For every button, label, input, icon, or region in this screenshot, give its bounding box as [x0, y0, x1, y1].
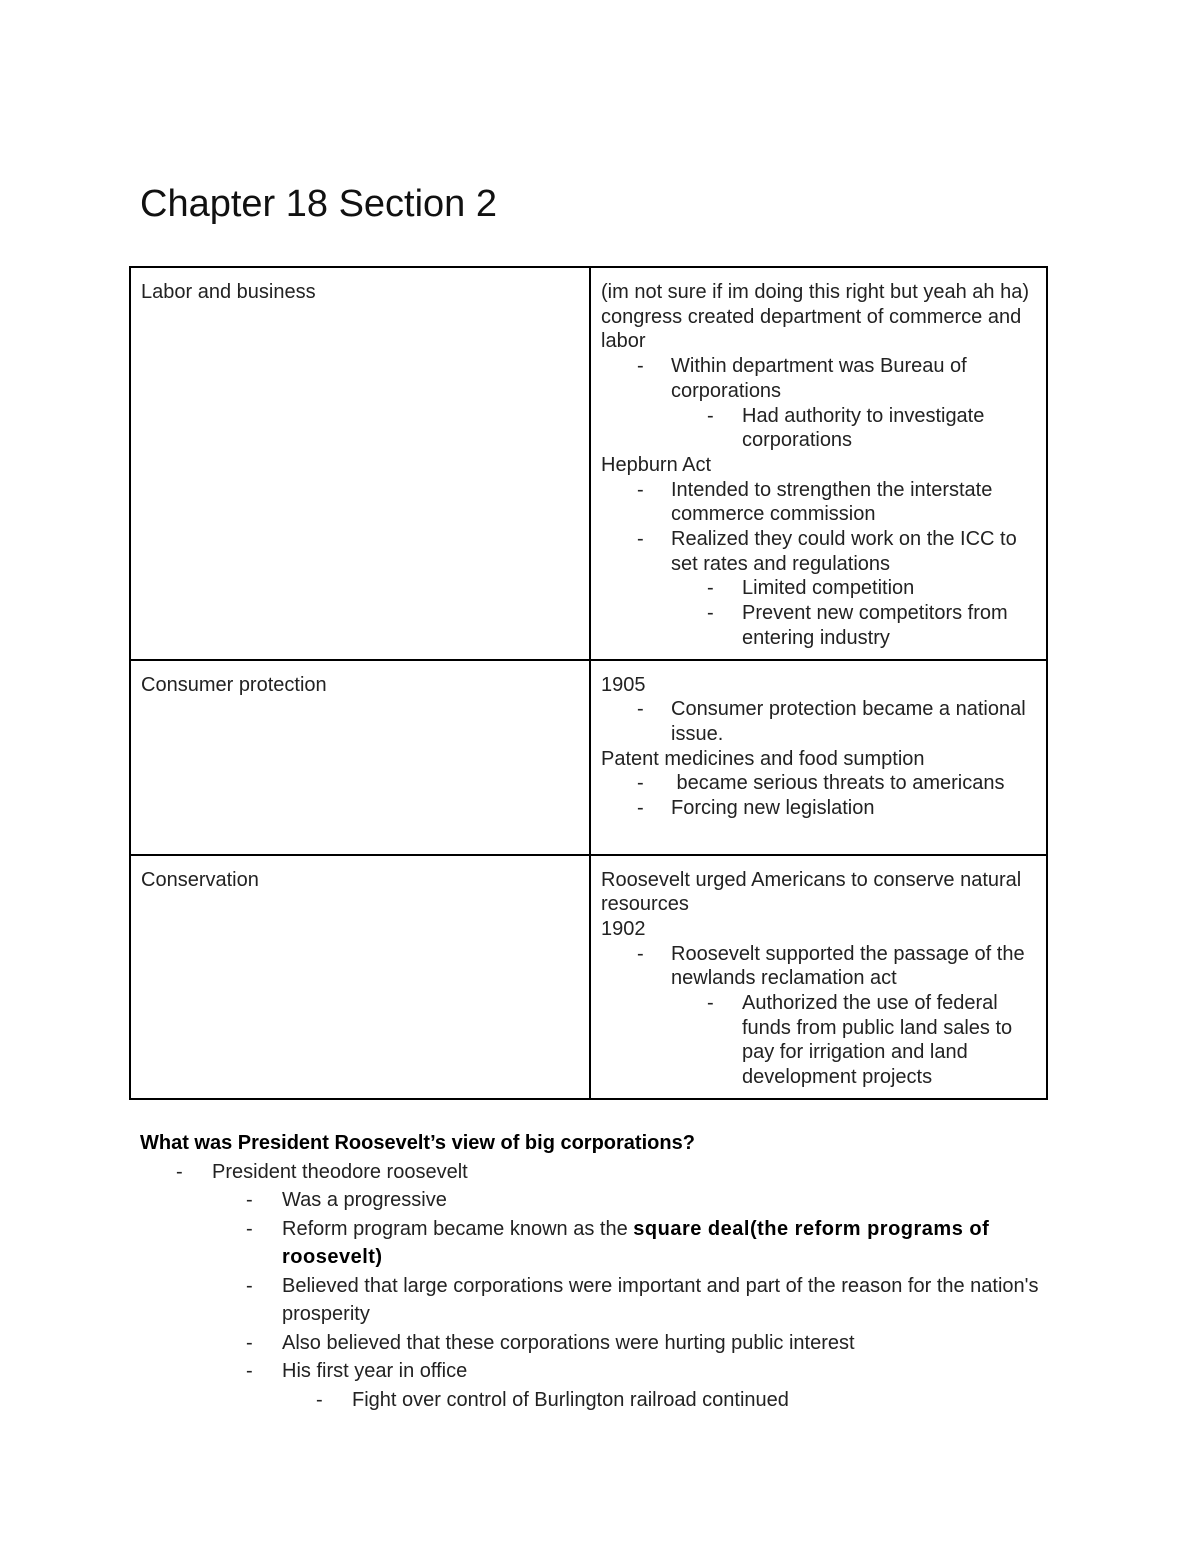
- bullet-text: Fight over control of Burlington railroad continued: [352, 1388, 789, 1411]
- row-notes-cell: [590, 660, 1047, 855]
- dash-bullet: -: [637, 528, 644, 551]
- note-line: Hepburn Act: [601, 453, 712, 476]
- dash-bullet: -: [637, 942, 644, 965]
- row-notes-cell: [590, 855, 1047, 1099]
- row-label: Consumer protection: [141, 673, 327, 696]
- note-text: Realized they could work on the ICC to set rates and regulations: [671, 528, 1017, 575]
- note-bullet: [601, 942, 1036, 991]
- dash-bullet: -: [637, 772, 644, 795]
- note-bullet: [601, 527, 1036, 576]
- question-section: [140, 1129, 1040, 1414]
- note-bullet: [601, 354, 1036, 403]
- note-text: Authorized the use of federal funds from public land sales to pay for irrigation and land development projects: [742, 992, 1013, 1089]
- dash-bullet: -: [707, 577, 714, 600]
- question-heading: What was President Roosevelt’s view of big corporations?: [140, 1132, 695, 1154]
- page-title: Chapter 18 Section 2: [140, 183, 498, 225]
- dash-bullet: -: [316, 1388, 323, 1411]
- note-text: Within department was Bureau of corporations: [671, 355, 967, 402]
- square-deal-term: square deal(the reform programs of roosevelt): [282, 1217, 990, 1268]
- bullet-text: Was a progressive: [282, 1189, 447, 1211]
- question-bullet: [140, 1186, 1040, 1215]
- question-bullet: [140, 1386, 1040, 1415]
- note-text: became serious threats to americans: [671, 772, 1005, 795]
- question-bullet: [140, 1158, 1040, 1187]
- table-row: [130, 267, 1047, 660]
- question-bullet: [140, 1272, 1040, 1329]
- note-bullet: [601, 601, 1036, 650]
- table-row: [130, 660, 1047, 855]
- note-line: (im not sure if im doing this right but yeah ah ha) congress created department of commerce and labor: [601, 281, 1029, 353]
- note-line: Patent medicines and food sumption: [601, 747, 925, 770]
- note-line: 1905: [601, 673, 646, 696]
- bullet-text: Reform program became known as the: [282, 1217, 634, 1240]
- row-label-cell: [130, 267, 590, 660]
- dash-bullet: -: [637, 478, 644, 501]
- dash-bullet: -: [176, 1160, 183, 1183]
- table-row: [130, 855, 1047, 1099]
- bullet-text: Also believed that these corporations were hurting public interest: [282, 1331, 855, 1354]
- note-bullet: [601, 697, 1036, 746]
- row-label-cell: [130, 855, 590, 1099]
- row-label-cell: [130, 660, 590, 855]
- dash-bullet: -: [707, 992, 714, 1015]
- note-line: Roosevelt urged Americans to conserve natural resources: [601, 868, 1022, 916]
- bullet-text: His first year in office: [282, 1360, 468, 1382]
- question-bullet: [140, 1329, 1040, 1358]
- dash-bullet: -: [637, 698, 644, 721]
- note-text: Limited competition: [742, 577, 915, 600]
- dash-bullet: -: [246, 1331, 253, 1354]
- row-notes-cell: [590, 267, 1047, 660]
- dash-bullet: -: [246, 1217, 253, 1240]
- dash-bullet: -: [637, 355, 644, 378]
- dash-bullet: -: [246, 1189, 253, 1211]
- note-bullet: [601, 478, 1036, 527]
- note-bullet: [601, 771, 1036, 796]
- notes-table: [129, 266, 1048, 1100]
- row-label: Labor and business: [141, 281, 316, 303]
- dash-bullet: -: [246, 1274, 253, 1297]
- note-bullet: [601, 576, 1036, 601]
- dash-bullet: -: [637, 797, 644, 820]
- dash-bullet: -: [707, 602, 714, 625]
- question-bullet: [140, 1215, 1040, 1272]
- note-text: Roosevelt supported the passage of the newlands reclamation act: [671, 942, 1025, 990]
- bullet-text: Believed that large corporations were important and part of the reason for the nation's prosperity: [282, 1274, 1039, 1325]
- note-text: Consumer protection became a national issue.: [671, 698, 1026, 745]
- note-text: Prevent new competitors from entering industry: [742, 602, 1008, 649]
- note-bullet: [601, 404, 1036, 453]
- question-bullet: [140, 1357, 1040, 1386]
- note-text: Had authority to investigate corporations: [742, 404, 985, 452]
- note-text: Forcing new legislation: [671, 797, 875, 820]
- row-label: Conservation: [141, 868, 259, 891]
- bullet-text: President theodore roosevelt: [212, 1160, 468, 1183]
- dash-bullet: -: [707, 404, 714, 427]
- note-bullet: [601, 991, 1036, 1090]
- dash-bullet: -: [246, 1360, 253, 1382]
- note-text: Intended to strengthen the interstate commerce commission: [671, 478, 993, 526]
- note-bullet: [601, 796, 1036, 821]
- note-line: 1902: [601, 917, 646, 940]
